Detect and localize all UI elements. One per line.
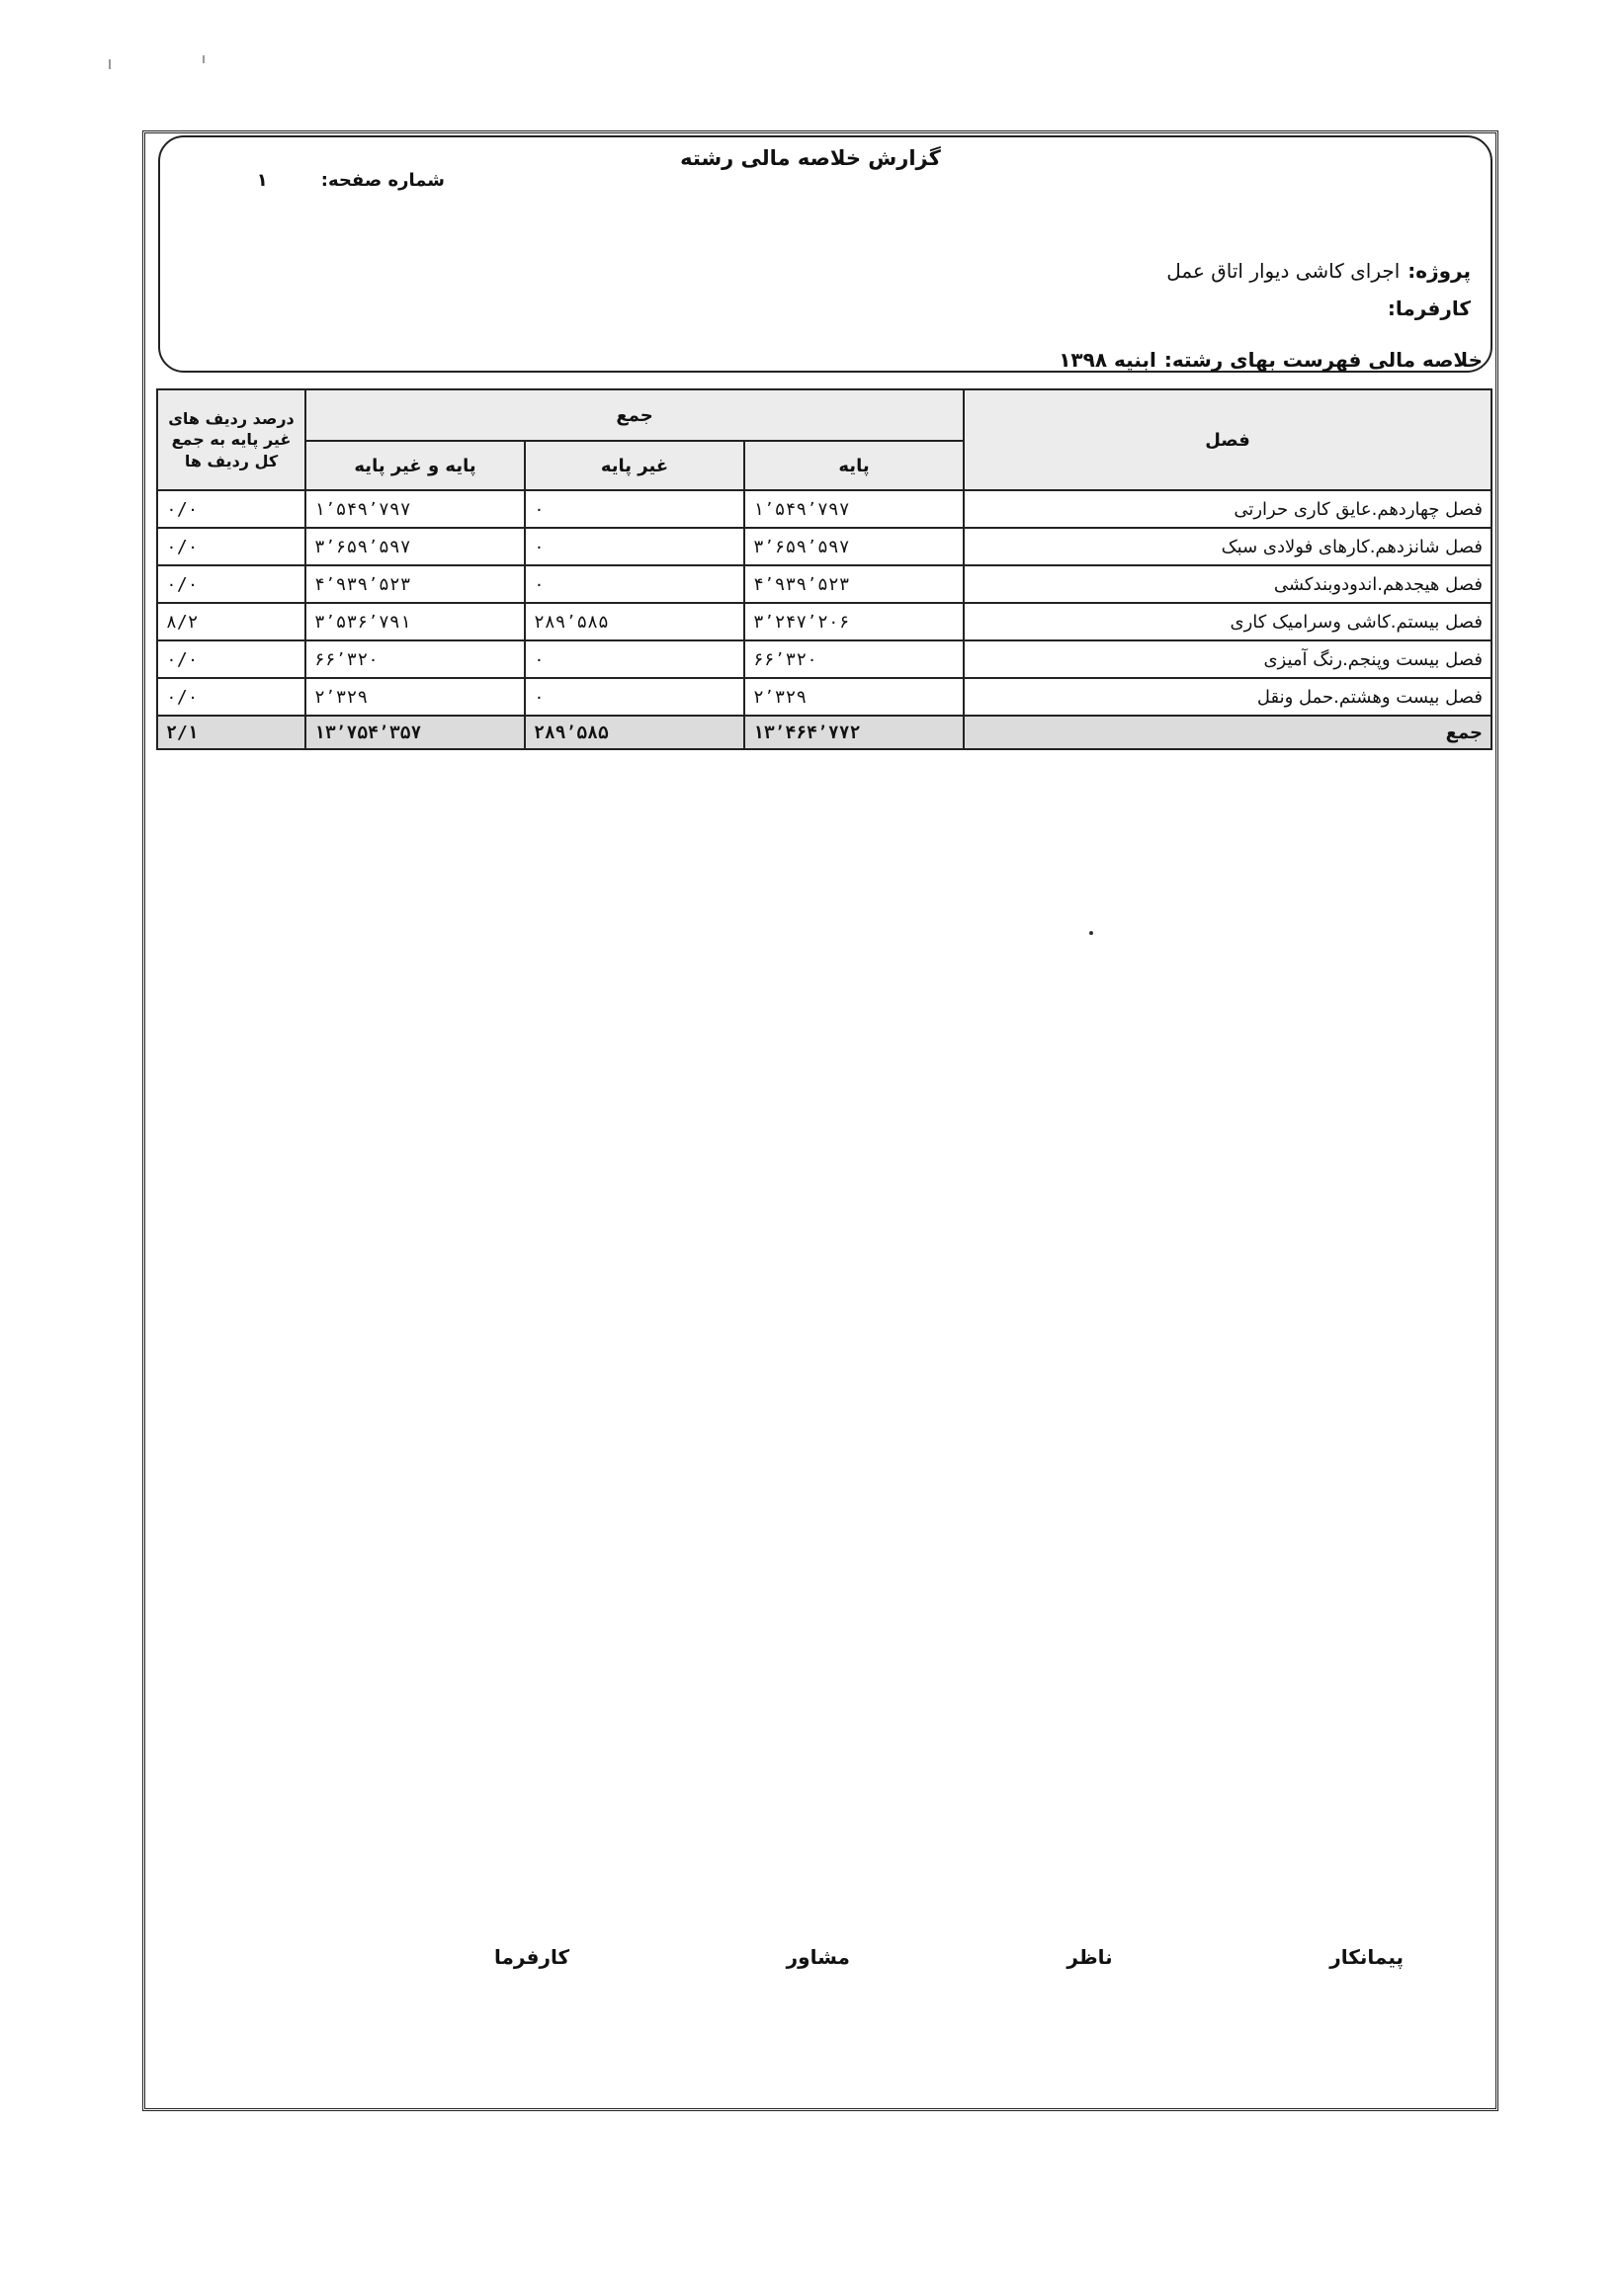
project-line — [1166, 259, 1471, 283]
base-cell: ۴٬۹۳۹٬۵۲۳ — [744, 565, 964, 603]
total-base-cell: ۱۳٬۴۶۴٬۷۷۲ — [744, 716, 964, 749]
page-number-value: ۱ — [256, 170, 268, 191]
header-percent: درصد ردیف های غیر پایه به جمع کل ردیف ها — [157, 389, 305, 490]
base-cell: ۲٬۳۲۹ — [744, 678, 964, 716]
base-cell: ۱٬۵۴۹٬۷۹۷ — [744, 490, 964, 528]
summary-value: ابنیه ۱۳۹۸ — [1059, 348, 1156, 372]
page-number-line — [247, 170, 445, 191]
project-label: پروژه: — [1407, 259, 1471, 283]
percent-cell: ۰/۰ — [157, 490, 305, 528]
header-base: پایه — [744, 441, 964, 490]
summary-title — [1059, 348, 1483, 372]
table-row — [157, 603, 1491, 640]
chapter-cell: فصل شانزدهم.کارهای فولادی سبک — [964, 528, 1491, 565]
chapter-cell: فصل بیست وپنجم.رنگ آمیزی — [964, 640, 1491, 678]
non-base-cell: ۰ — [525, 640, 744, 678]
scan-dot — [1089, 931, 1093, 935]
total-cell: ۳٬۶۵۹٬۵۹۷ — [305, 528, 525, 565]
non-base-cell: ۰ — [525, 565, 744, 603]
scan-mark — [203, 55, 205, 63]
percent-cell: ۰/۰ — [157, 640, 305, 678]
total-cell: ۳٬۵۳۶٬۷۹۱ — [305, 603, 525, 640]
header-chapter: فصل — [964, 389, 1491, 490]
report-title: گزارش خلاصه مالی رشته — [680, 146, 941, 170]
signature-employer: کارفرما — [494, 1945, 570, 1969]
chapter-cell: فصل هیجدهم.اندودوبندکشی — [964, 565, 1491, 603]
signature-row — [494, 1945, 1404, 1969]
signature-contractor: پیمانکار — [1329, 1945, 1404, 1969]
header-sum-group: جمع — [305, 389, 964, 441]
chapter-cell: فصل بیست وهشتم.حمل ونقل — [964, 678, 1491, 716]
chapter-cell: فصل بیستم.کاشی وسرامیک کاری — [964, 603, 1491, 640]
signature-supervisor: ناظر — [1066, 1945, 1113, 1969]
chapter-cell: فصل چهاردهم.عایق کاری حرارتی — [964, 490, 1491, 528]
scan-mark — [109, 59, 111, 69]
summary-label: خلاصه مالی فهرست بهای رشته: — [1163, 348, 1483, 372]
table-row — [157, 678, 1491, 716]
percent-cell: ۰/۰ — [157, 565, 305, 603]
total-label: جمع — [964, 716, 1491, 749]
non-base-cell: ۰ — [525, 678, 744, 716]
signature-consultant: مشاور — [786, 1945, 850, 1969]
non-base-cell: ۰ — [525, 528, 744, 565]
base-cell: ۳٬۲۴۷٬۲۰۶ — [744, 603, 964, 640]
total-cell: ۲٬۳۲۹ — [305, 678, 525, 716]
financial-summary-table — [156, 388, 1492, 750]
percent-cell: ۰/۰ — [157, 678, 305, 716]
total-cell: ۱٬۵۴۹٬۷۹۷ — [305, 490, 525, 528]
grand-total-cell: ۱۳٬۷۵۴٬۳۵۷ — [305, 716, 525, 749]
header-base-and-non-base: پایه و غیر پایه — [305, 441, 525, 490]
non-base-cell: ۲۸۹٬۵۸۵ — [525, 603, 744, 640]
total-cell: ۴٬۹۳۹٬۵۲۳ — [305, 565, 525, 603]
page-number-label: شماره صفحه: — [320, 170, 445, 191]
project-value: اجرای کاشی دیوار اتاق عمل — [1166, 259, 1401, 283]
total-row — [157, 716, 1491, 749]
total-percent-cell: ۲/۱ — [157, 716, 305, 749]
base-cell: ۶۶٬۳۲۰ — [744, 640, 964, 678]
total-non-base-cell: ۲۸۹٬۵۸۵ — [525, 716, 744, 749]
table-row — [157, 528, 1491, 565]
non-base-cell: ۰ — [525, 490, 744, 528]
employer-label: کارفرما: — [1387, 297, 1471, 320]
total-cell: ۶۶٬۳۲۰ — [305, 640, 525, 678]
percent-cell: ۸/۲ — [157, 603, 305, 640]
table-row — [157, 640, 1491, 678]
base-cell: ۳٬۶۵۹٬۵۹۷ — [744, 528, 964, 565]
header-non-base: غیر پایه — [525, 441, 744, 490]
employer-line — [1388, 297, 1471, 320]
percent-cell: ۰/۰ — [157, 528, 305, 565]
table-row — [157, 565, 1491, 603]
table-row — [157, 490, 1491, 528]
